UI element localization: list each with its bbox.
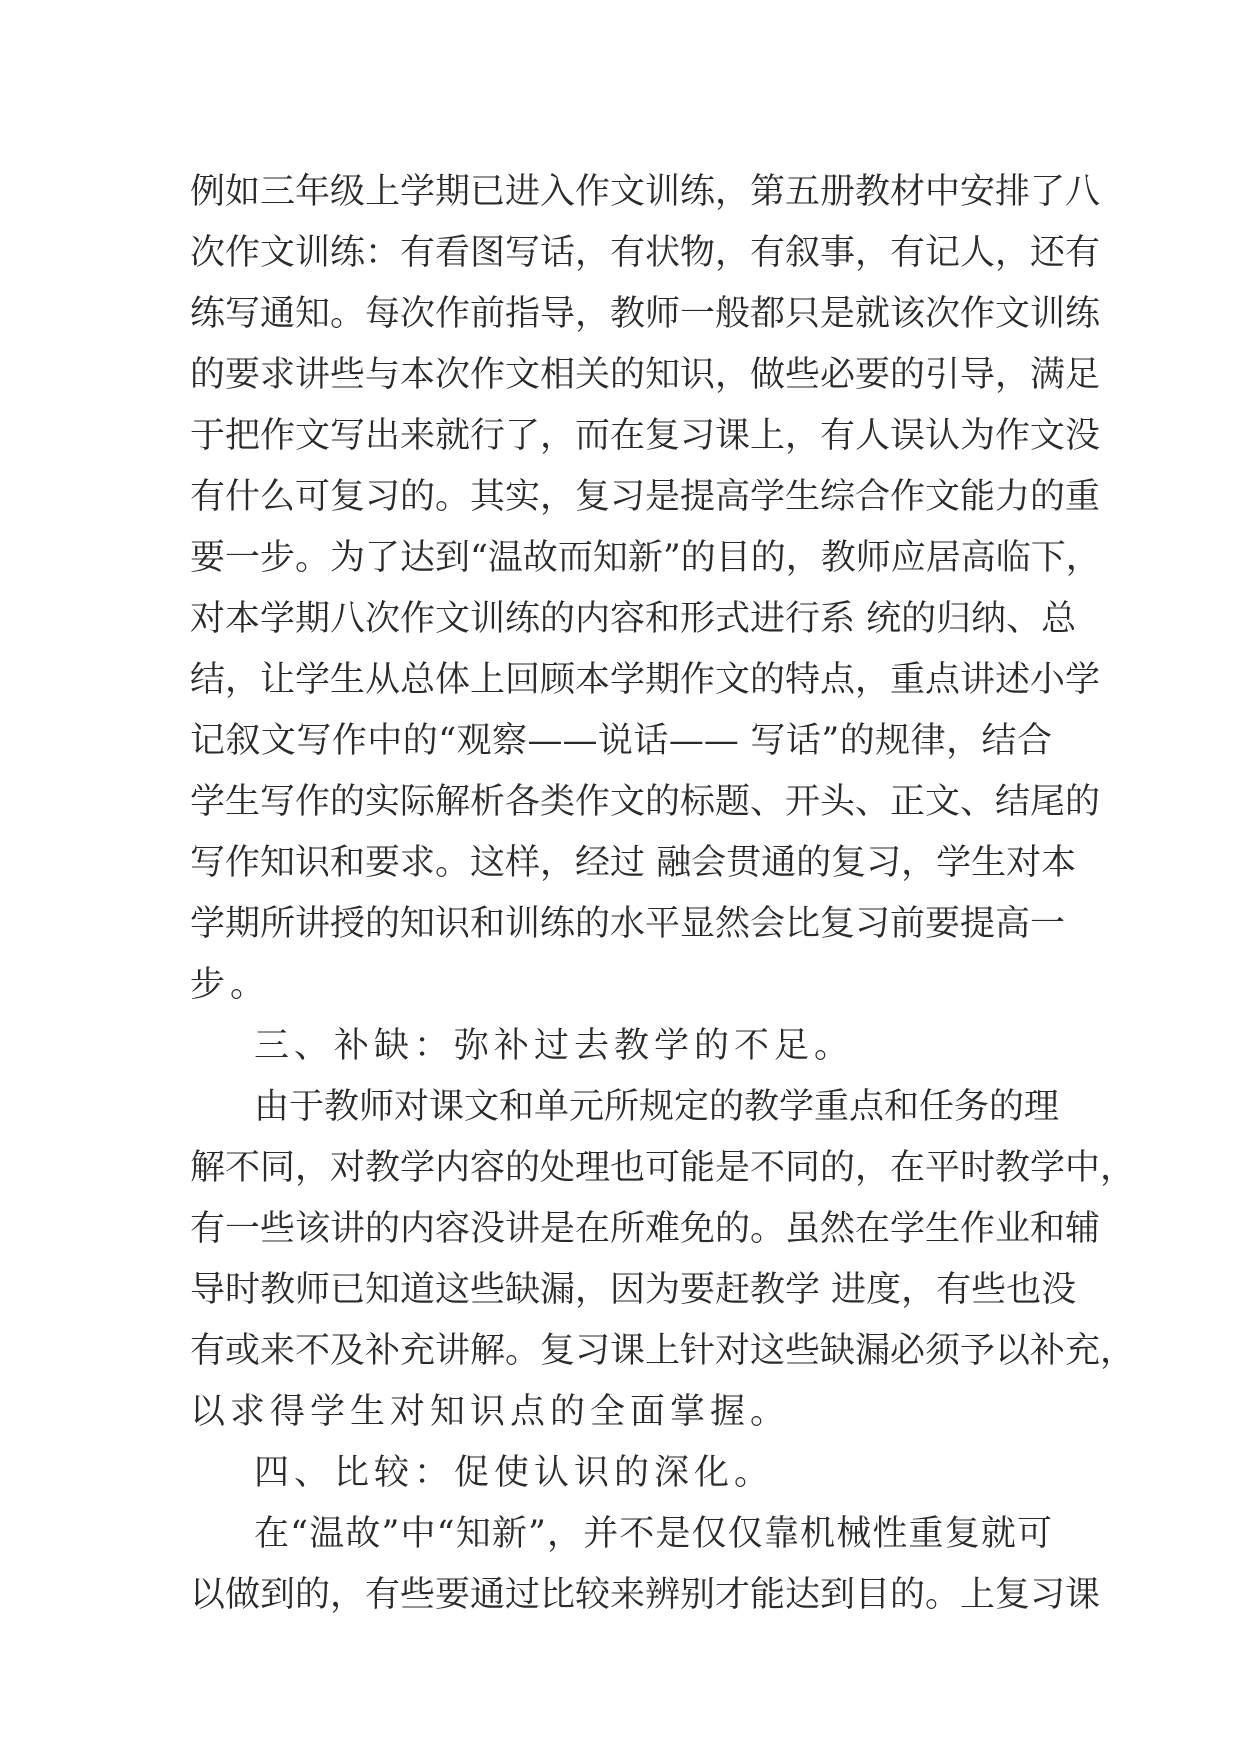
text-line: 的要求讲些与本次作文相关的知识，做些必要的引导，满足 — [190, 355, 1101, 395]
text-line: 在“温故”中“知新”，并不是仅仅靠机械性重复就可 — [254, 1514, 1052, 1554]
text-line: 结，让学生从总体上回顾本学期作文的特点，重点讲述小学 — [190, 660, 1101, 700]
text-line: 对本学期八次作文训练的内容和形式进行系 统的归纳、总 — [190, 599, 1077, 639]
text-line: 由于教师对课文和单元所规定的教学重点和任务的理 — [254, 1087, 1060, 1127]
text-line: 步。 — [190, 965, 271, 1005]
text-line: 解不同，对教学内容的处理也可能是不同的，在平时教学中， — [190, 1148, 1136, 1188]
text-line: 学生写作的实际解析各类作文的标题、开头、正文、结尾的 — [190, 782, 1101, 822]
text-line: 次作文训练：有看图写话，有状物，有叙事，有记人，还有 — [190, 233, 1101, 273]
section-heading: 三、补缺：弥补过去教学的不足。 — [254, 1026, 855, 1066]
text-line: 有或来不及补充讲解。复习课上针对这些缺漏必须予以补充， — [190, 1331, 1136, 1371]
body-text — [190, 162, 1136, 1626]
text-line: 练写通知。每次作前指导，教师一般都只是就该次作文训练 — [190, 294, 1101, 334]
text-line: 以做到的，有些要通过比较来辨别才能达到目的。上复习课 — [190, 1575, 1101, 1615]
text-line: 例如三年级上学期已进入作文训练，第五册教材中安排了八 — [190, 172, 1101, 212]
text-line: 有什么可复习的。其实，复习是提高学生综合作文能力的重 — [190, 477, 1101, 517]
text-line: 有一些该讲的内容没讲是在所难免的。虽然在学生作业和辅 — [190, 1209, 1101, 1249]
text-line: 记叙文写作中的“观察——说话—— 写话”的规律，结合 — [190, 721, 1052, 761]
text-line: 学期所讲授的知识和训练的水平显然会比复习前要提高一 — [190, 904, 1066, 944]
text-line: 要一步。为了达到“温故而知新”的目的，教师应居高临下， — [190, 538, 1101, 578]
text-line: 以求得学生对知识点的全面掌握。 — [190, 1392, 791, 1432]
text-line: 导时教师已知道这些缺漏，因为要赶教学 进度，有些也没 — [190, 1270, 1077, 1310]
text-line: 写作知识和要求。这样，经过 融会贯通的复习，学生对本 — [190, 843, 1077, 883]
section-heading: 四、比较：促使认识的深化。 — [254, 1453, 775, 1493]
text-line: 于把作文写出来就行了，而在复习课上，有人误认为作文没 — [190, 416, 1101, 456]
